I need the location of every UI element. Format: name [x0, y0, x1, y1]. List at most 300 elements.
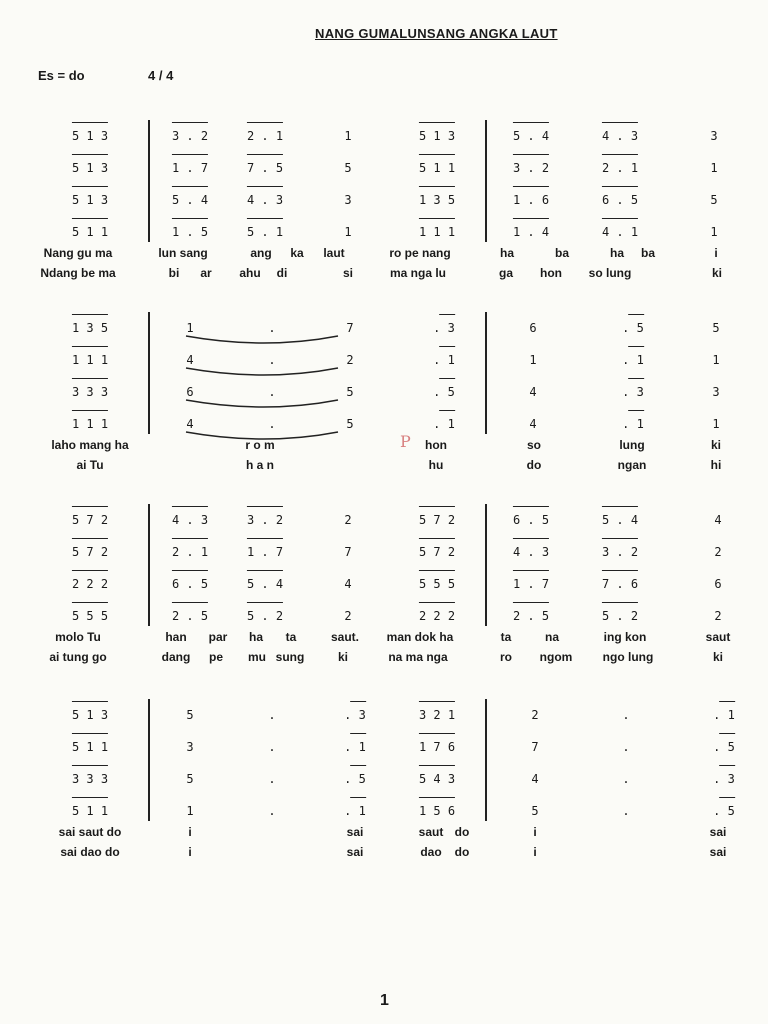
key-signature: Es = do [38, 68, 85, 83]
note-group: 2 [346, 353, 354, 367]
beam-line [172, 154, 208, 155]
lyric-syllable: pe [208, 650, 224, 664]
note-group: . [622, 708, 630, 722]
beam-line [513, 506, 549, 507]
lyric-syllable: saut [418, 825, 444, 839]
note-group: 1 . 6 [513, 192, 549, 208]
note-group: . 5 [713, 803, 735, 819]
beam-line [172, 122, 208, 123]
lyric-syllable: ro [500, 650, 512, 664]
note-group: . 5 [622, 320, 644, 336]
lyric-syllable: ngo lung [602, 650, 654, 664]
note-group: 3 3 3 [72, 771, 108, 787]
note-group: 5 . 4 [172, 192, 208, 208]
note-group: . 3 [713, 771, 735, 787]
note-group: 3 . 2 [172, 128, 208, 144]
note-group: 5 1 3 [72, 160, 108, 176]
beam-line [419, 701, 455, 702]
beam-line [419, 218, 455, 219]
note-group: 5 . 4 [247, 576, 283, 592]
note-group: 5 1 1 [72, 224, 108, 240]
note-group: 5 1 3 [72, 707, 108, 723]
note-group: . 5 [713, 739, 735, 755]
note-group: 1 [344, 129, 352, 143]
lyric-syllable: sai saut do [58, 825, 122, 839]
lyric-syllable: i [188, 825, 192, 839]
lyric-syllable: ki [710, 438, 722, 452]
lyric-line [0, 650, 768, 670]
note-group: 1 3 5 [419, 192, 455, 208]
beam-line [419, 154, 455, 155]
barline [485, 312, 487, 434]
note-group: 6 [186, 385, 194, 399]
beam-line [513, 186, 549, 187]
lyric-syllable: sai dao do [60, 845, 120, 859]
beam-line [247, 506, 283, 507]
lyric-line [0, 458, 768, 478]
note-group: 5 1 1 [72, 739, 108, 755]
note-group: 5 [344, 161, 352, 175]
lyric-syllable: do [526, 458, 542, 472]
beam-line [720, 765, 735, 766]
beam-line [440, 346, 455, 347]
note-group: 1 1 1 [72, 416, 108, 432]
lyric-syllable: so lung [588, 266, 632, 280]
lyric-syllable: ang [250, 246, 272, 260]
note-group: 4 [529, 417, 537, 431]
voice-row [0, 160, 768, 180]
lyric-syllable: na ma nga [388, 650, 448, 664]
beam-line [602, 122, 638, 123]
beam-line [172, 218, 208, 219]
note-group: 7 . 5 [247, 160, 283, 176]
voice-row [0, 803, 768, 823]
note-group: . 1 [713, 707, 735, 723]
note-group: . 1 [622, 416, 644, 432]
note-group: 5 7 2 [419, 544, 455, 560]
note-group: . [268, 353, 276, 367]
beam-line [247, 538, 283, 539]
note-group: 5 5 5 [72, 608, 108, 624]
beam-line [419, 186, 455, 187]
beam-line [72, 218, 108, 219]
voice-row [0, 544, 768, 564]
note-group: 7 [531, 740, 539, 754]
lyric-line [0, 845, 768, 865]
beam-line [172, 538, 208, 539]
note-group: . 1 [622, 352, 644, 368]
lyric-syllable: do [454, 825, 470, 839]
lyric-syllable: ngan [617, 458, 647, 472]
beam-line [172, 570, 208, 571]
beam-line [72, 570, 108, 571]
note-group: 2 [344, 609, 352, 623]
note-group: . 3 [433, 320, 455, 336]
note-group: 4 [186, 353, 194, 367]
note-group: 5 [186, 708, 194, 722]
note-group: . 1 [433, 352, 455, 368]
note-group: . 5 [344, 771, 366, 787]
lyric-syllable: ki [337, 650, 349, 664]
note-group: . 1 [344, 803, 366, 819]
note-group: 5 [531, 804, 539, 818]
beam-line [72, 538, 108, 539]
beam-line [513, 602, 549, 603]
beam-line [440, 314, 455, 315]
beam-line [629, 378, 644, 379]
lyric-syllable: ro pe nang [389, 246, 451, 260]
beam-line [720, 733, 735, 734]
beam-line [419, 733, 455, 734]
lyric-syllable: saut [705, 630, 731, 644]
note-group: 3 [186, 740, 194, 754]
beam-line [72, 346, 108, 347]
note-group: 5 . 4 [513, 128, 549, 144]
beam-line [602, 154, 638, 155]
lyric-syllable: di [276, 266, 288, 280]
note-group: 2 . 1 [247, 128, 283, 144]
lyric-syllable: na [544, 630, 560, 644]
beam-line [513, 570, 549, 571]
lyric-line [0, 246, 768, 266]
note-group: 6 . 5 [602, 192, 638, 208]
note-group: 1 5 6 [419, 803, 455, 819]
lyric-syllable: sai [709, 845, 727, 859]
note-group: 3 3 3 [72, 384, 108, 400]
note-group: 2 [531, 708, 539, 722]
lyric-syllable: do [454, 845, 470, 859]
lyric-syllable: saut. [330, 630, 360, 644]
note-group: 4 [344, 577, 352, 591]
note-group: 4 [186, 417, 194, 431]
note-group: . [268, 708, 276, 722]
note-group: 1 3 5 [72, 320, 108, 336]
note-group: 5 [346, 385, 354, 399]
note-group: 3 . 2 [602, 544, 638, 560]
lyric-syllable: sai [346, 845, 364, 859]
beam-line [602, 602, 638, 603]
note-group: 6 . 5 [513, 512, 549, 528]
barline [485, 699, 487, 821]
note-group: 6 [714, 577, 722, 591]
beam-line [72, 186, 108, 187]
beam-line [602, 506, 638, 507]
voice-row [0, 320, 768, 340]
voice-row [0, 352, 768, 372]
lyric-syllable: Ndang be ma [40, 266, 116, 280]
lyric-syllable: i [533, 825, 537, 839]
note-group: . [268, 385, 276, 399]
note-group: 2 [714, 609, 722, 623]
note-group: 1 [710, 225, 718, 239]
note-group: 1 [344, 225, 352, 239]
lyric-syllable: ki [712, 650, 724, 664]
note-group: 5 1 3 [72, 192, 108, 208]
lyric-line [0, 630, 768, 650]
note-group: 5 1 3 [419, 128, 455, 144]
note-group: 2 2 2 [72, 576, 108, 592]
lyric-syllable: Nang gu ma [43, 246, 113, 260]
lyric-syllable: i [714, 246, 718, 260]
note-group: 3 . 2 [513, 160, 549, 176]
lyric-line [0, 825, 768, 845]
lyric-syllable: r o m [245, 438, 275, 452]
beam-line [419, 570, 455, 571]
note-group: 2 . 1 [602, 160, 638, 176]
handwritten-mark: P [400, 432, 411, 451]
beam-line [440, 410, 455, 411]
lyric-syllable: par [208, 630, 228, 644]
note-group: 5 . 2 [602, 608, 638, 624]
voice-row [0, 224, 768, 244]
note-group: 1 1 1 [419, 224, 455, 240]
note-group: 3 . 2 [247, 512, 283, 528]
note-group: 4 [531, 772, 539, 786]
lyric-syllable: ta [285, 630, 297, 644]
beam-line [419, 122, 455, 123]
note-group: 5 1 3 [72, 128, 108, 144]
voice-row [0, 739, 768, 759]
note-group: 5 7 2 [72, 544, 108, 560]
note-group: . [268, 417, 276, 431]
lyric-syllable: ma nga lu [389, 266, 447, 280]
lyric-syllable: ba [640, 246, 656, 260]
note-group: 5 [712, 321, 720, 335]
lyric-line [0, 266, 768, 286]
note-group: 5 4 3 [419, 771, 455, 787]
note-group: 1 [529, 353, 537, 367]
note-group: 7 . 6 [602, 576, 638, 592]
note-group: 4 . 3 [172, 512, 208, 528]
beam-line [351, 765, 366, 766]
beam-line [602, 218, 638, 219]
lyric-syllable: hi [710, 458, 722, 472]
time-signature: 4 / 4 [148, 68, 174, 83]
beam-line [72, 797, 108, 798]
barline [485, 120, 487, 242]
beam-line [72, 154, 108, 155]
note-group: 5 5 5 [419, 576, 455, 592]
barline [485, 504, 487, 626]
beam-line [72, 602, 108, 603]
page-number: 1 [380, 992, 389, 1009]
lyric-syllable: mu [248, 650, 266, 664]
lyric-syllable: ngom [539, 650, 573, 664]
note-group: . [622, 772, 630, 786]
note-group: . [268, 740, 276, 754]
note-group: 1 [186, 321, 194, 335]
beam-line [440, 378, 455, 379]
note-group: 4 . 1 [602, 224, 638, 240]
note-group: . 3 [344, 707, 366, 723]
lyric-syllable: hon [540, 266, 562, 280]
note-group: 1 7 6 [419, 739, 455, 755]
note-group: . 5 [433, 384, 455, 400]
note-group: . [268, 804, 276, 818]
note-group: 5 7 2 [419, 512, 455, 528]
lyric-syllable: sung [275, 650, 305, 664]
lyric-syllable: laut [323, 246, 345, 260]
voice-row [0, 384, 768, 404]
lyric-syllable: h a n [245, 458, 275, 472]
note-group: 2 2 2 [419, 608, 455, 624]
beam-line [419, 538, 455, 539]
lyric-syllable: ar [200, 266, 212, 280]
beam-line [602, 570, 638, 571]
note-group: 5 1 1 [72, 803, 108, 819]
beam-line [351, 797, 366, 798]
lyric-syllable: man dok ha [386, 630, 454, 644]
lyric-syllable: lun sang [158, 246, 208, 260]
lyric-syllable: ki [711, 266, 723, 280]
lyric-syllable: ing kon [603, 630, 647, 644]
beam-line [72, 410, 108, 411]
voice-row [0, 576, 768, 596]
beam-line [513, 538, 549, 539]
note-group: 5 . 4 [602, 512, 638, 528]
note-group: 5 . 1 [247, 224, 283, 240]
note-group: 1 [710, 161, 718, 175]
note-group: 1 1 1 [72, 352, 108, 368]
note-group: 7 [346, 321, 354, 335]
note-group: 1 [712, 417, 720, 431]
song-title: NANG GUMALUNSANG ANGKA LAUT [315, 26, 558, 41]
voice-row [0, 416, 768, 436]
barline [148, 120, 150, 242]
beam-line [247, 570, 283, 571]
note-group: 3 [712, 385, 720, 399]
note-group: 5 1 1 [419, 160, 455, 176]
beam-line [72, 506, 108, 507]
beam-line [247, 154, 283, 155]
lyric-syllable: ai tung go [49, 650, 107, 664]
note-group: 1 [186, 804, 194, 818]
note-group: 5 [346, 417, 354, 431]
voice-row [0, 128, 768, 148]
lyric-syllable: laho mang ha [51, 438, 129, 452]
note-group: 3 [344, 193, 352, 207]
lyric-syllable: ha [248, 630, 264, 644]
beam-line [419, 602, 455, 603]
note-group: 4 . 3 [247, 192, 283, 208]
barline [148, 504, 150, 626]
note-group: 2 [714, 545, 722, 559]
note-group: 6 [529, 321, 537, 335]
beam-line [602, 538, 638, 539]
lyric-syllable: dang [161, 650, 191, 664]
beam-line [629, 314, 644, 315]
note-group: 3 [710, 129, 718, 143]
note-group: 1 . 7 [513, 576, 549, 592]
note-group: 5 . 2 [247, 608, 283, 624]
beam-line [172, 186, 208, 187]
lyric-syllable: lung [619, 438, 645, 452]
beam-line [351, 701, 366, 702]
note-group: 5 7 2 [72, 512, 108, 528]
beam-line [351, 733, 366, 734]
lyric-syllable: han [165, 630, 187, 644]
note-group: . 3 [622, 384, 644, 400]
note-group: . [622, 804, 630, 818]
lyric-syllable: i [188, 845, 192, 859]
beam-line [629, 346, 644, 347]
beam-line [247, 218, 283, 219]
lyric-syllable: hu [428, 458, 444, 472]
note-group: 1 . 7 [247, 544, 283, 560]
lyric-syllable: sai [346, 825, 364, 839]
lyric-syllable: so [526, 438, 542, 452]
note-group: 2 . 1 [172, 544, 208, 560]
lyric-syllable: ta [500, 630, 512, 644]
voice-row [0, 707, 768, 727]
note-group: 4 [714, 513, 722, 527]
note-group: 4 [529, 385, 537, 399]
lyric-syllable: bi [168, 266, 180, 280]
note-group: . [268, 321, 276, 335]
voice-row [0, 512, 768, 532]
note-group: . 1 [344, 739, 366, 755]
lyric-syllable: ga [498, 266, 514, 280]
lyric-syllable: molo Tu [55, 630, 101, 644]
voice-row [0, 771, 768, 791]
beam-line [513, 218, 549, 219]
beam-line [513, 154, 549, 155]
note-group: 5 [710, 193, 718, 207]
lyric-syllable: ba [554, 246, 570, 260]
beam-line [172, 602, 208, 603]
note-group: 2 [344, 513, 352, 527]
beam-line [72, 314, 108, 315]
voice-row [0, 608, 768, 628]
beam-line [720, 701, 735, 702]
beam-line [629, 410, 644, 411]
beam-line [247, 602, 283, 603]
beam-line [72, 701, 108, 702]
lyric-syllable: ha [499, 246, 515, 260]
beam-line [72, 765, 108, 766]
lyric-syllable: ha [609, 246, 625, 260]
beam-line [419, 765, 455, 766]
beam-line [72, 733, 108, 734]
note-group: 1 . 7 [172, 160, 208, 176]
note-group: 6 . 5 [172, 576, 208, 592]
lyric-syllable: dao [420, 845, 442, 859]
note-group: 5 [186, 772, 194, 786]
barline [148, 312, 150, 434]
beam-line [419, 506, 455, 507]
note-group: 4 . 3 [513, 544, 549, 560]
beam-line [247, 122, 283, 123]
note-group: 3 2 1 [419, 707, 455, 723]
note-group: 7 [344, 545, 352, 559]
note-group: . 1 [433, 416, 455, 432]
beam-line [72, 378, 108, 379]
note-group: 1 . 4 [513, 224, 549, 240]
note-group: 2 . 5 [172, 608, 208, 624]
beam-line [513, 122, 549, 123]
lyric-syllable: ai Tu [76, 458, 104, 472]
beam-line [720, 797, 735, 798]
beam-line [247, 186, 283, 187]
beam-line [72, 122, 108, 123]
barline [148, 699, 150, 821]
beam-line [419, 797, 455, 798]
lyric-syllable: hon [425, 438, 447, 452]
lyric-syllable: i [533, 845, 537, 859]
lyric-syllable: ka [290, 246, 304, 260]
note-group: 4 . 3 [602, 128, 638, 144]
note-group: . [268, 772, 276, 786]
